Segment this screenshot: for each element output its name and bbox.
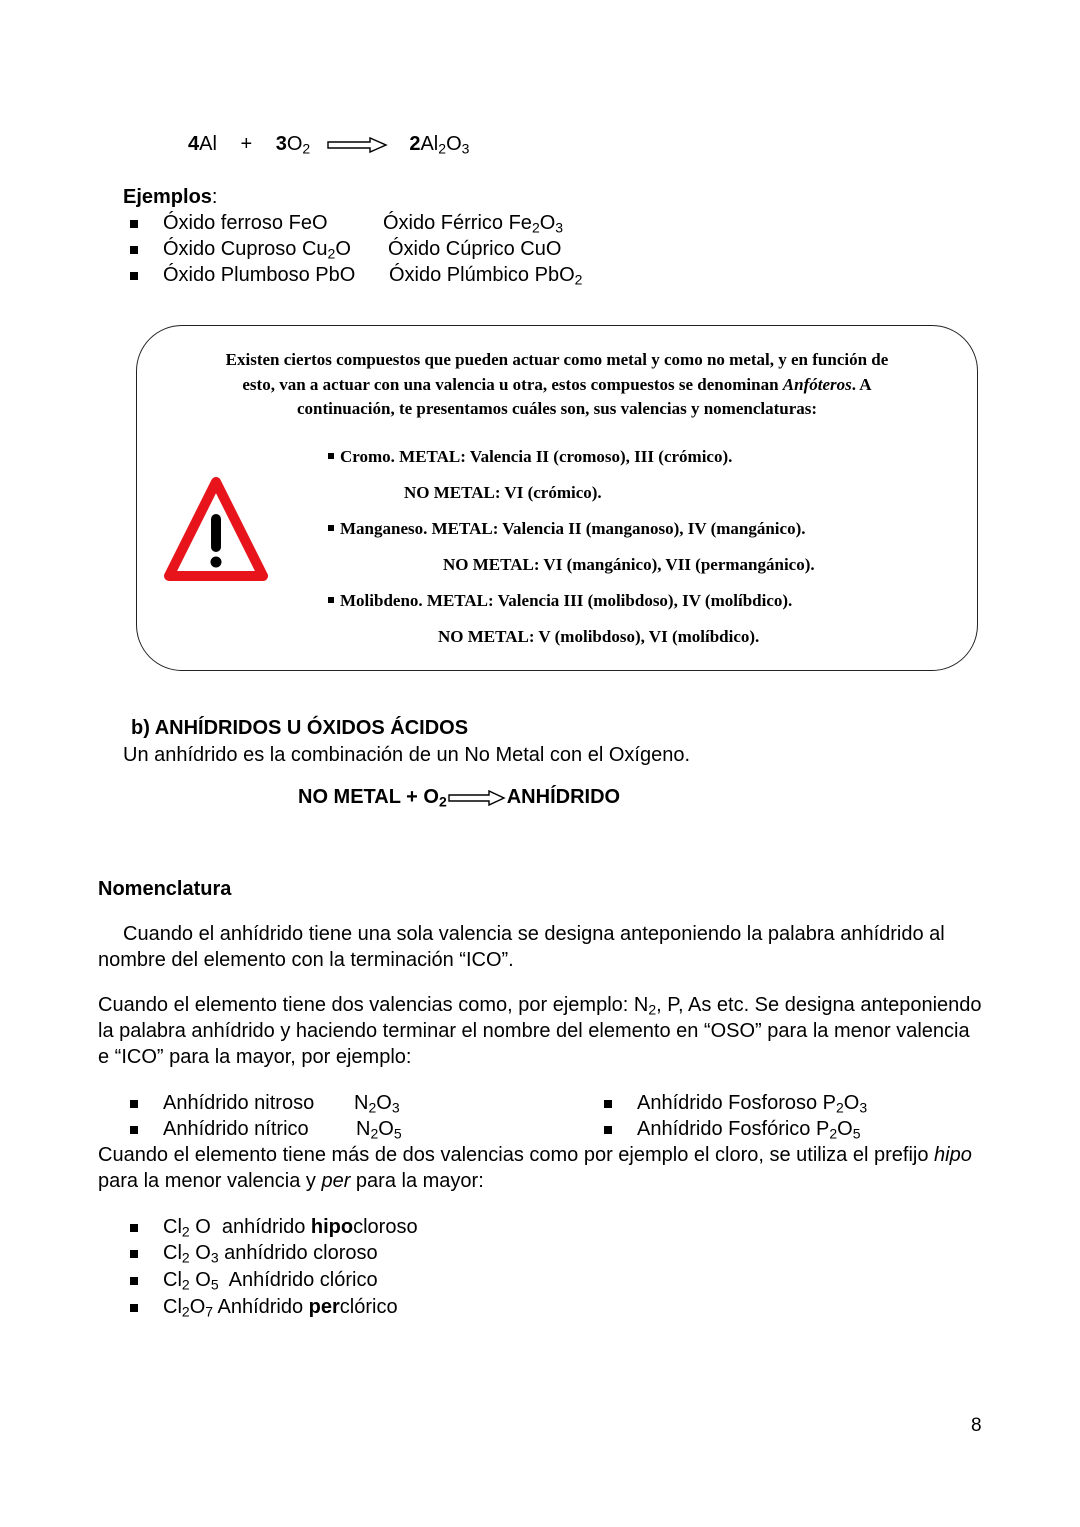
paragraph-1-line-1: Cuando el anhídrido tiene una sola valencia se designa anteponiendo la palabra anhídrido al	[123, 923, 945, 945]
text: O	[376, 1092, 392, 1114]
subscript: 3	[461, 140, 470, 157]
bullet-icon	[604, 1100, 612, 1108]
reaction-equation	[188, 133, 469, 156]
subscript: 2	[574, 271, 583, 288]
text: Anhídrido clórico	[218, 1269, 378, 1291]
text	[163, 1296, 398, 1319]
text	[637, 1118, 860, 1141]
bullet-icon	[130, 1304, 138, 1312]
subscript: 2	[368, 1099, 377, 1116]
text: Manganeso. METAL: Valencia II (manganoso), IV (mangánico).	[340, 519, 806, 538]
bullet-icon	[328, 525, 334, 531]
text: Anhídrido nitroso	[163, 1092, 315, 1114]
double-arrow-right-icon	[447, 789, 507, 807]
subscript: 3	[859, 1099, 868, 1116]
heading-text: Ejemplos	[123, 186, 212, 208]
subscript: 7	[205, 1303, 214, 1320]
text: Anhídrido Fosfórico P	[637, 1118, 830, 1140]
molibdeno-nometal: NO METAL: V (molibdoso), VI (molíbdico).	[438, 627, 760, 646]
emphasis: hipo	[934, 1144, 972, 1166]
paragraph-1-line-2: nombre del elemento con la terminación “ICO”.	[98, 949, 514, 971]
text: anhídrido	[210, 1216, 311, 1238]
text: , P, As etc. Se designa anteponiendo	[656, 994, 982, 1016]
reactant-al: Al	[199, 133, 217, 155]
formula	[354, 1092, 400, 1115]
text: cloroso	[353, 1216, 418, 1238]
colon: :	[211, 186, 218, 208]
callout-intro-line-3: continuación, te presentamos cuáles son, sus valencias y nomenclaturas:	[296, 399, 818, 418]
bullet-icon	[130, 1277, 138, 1285]
text: para la menor valencia y	[98, 1170, 322, 1192]
text: para la mayor:	[350, 1170, 484, 1192]
text: Anhídrido nítrico	[163, 1118, 309, 1140]
two-valence-example	[604, 1118, 861, 1142]
paragraph-2-line-2: la palabra anhídrido y haciendo terminar el nombre del elemento en “OSO” para la menor valencia	[98, 1020, 970, 1042]
subscript: 2	[836, 1099, 844, 1116]
text: O	[843, 1092, 860, 1114]
text	[163, 1216, 418, 1239]
paragraph-3-line-2	[98, 1170, 484, 1193]
anhidrido-definition: Un anhídrido es la combinación de un No Metal con el Oxígeno.	[123, 744, 691, 766]
text: O	[539, 212, 556, 234]
text: Cl	[163, 1216, 182, 1238]
cromo-nometal: NO METAL: VI (crómico).	[404, 483, 602, 502]
text: Óxido Plúmbico PbO	[389, 264, 575, 286]
text: O	[378, 1118, 394, 1140]
chlorine-example	[130, 1216, 418, 1240]
double-arrow-right-icon	[326, 136, 390, 154]
text: O	[335, 238, 351, 260]
bullet-icon	[130, 220, 138, 228]
manganeso-nometal: NO METAL: VI (mangánico), VII (permangánico).	[443, 555, 815, 574]
subscript: 2	[438, 140, 447, 157]
example-right	[383, 212, 563, 235]
chlorine-example	[130, 1242, 378, 1266]
example-row-1	[130, 212, 564, 236]
text: Cl	[163, 1242, 182, 1264]
text: O	[189, 1269, 211, 1291]
example-left: Óxido ferroso FeO	[163, 212, 328, 234]
bullet-icon	[130, 1250, 138, 1258]
manganeso-metal	[328, 519, 806, 539]
subscript: 5	[852, 1125, 861, 1142]
section-heading-nomenclatura: Nomenclatura	[98, 878, 232, 900]
bullet-icon	[130, 1224, 138, 1232]
text: Cl	[163, 1269, 182, 1291]
subscript: 5	[393, 1125, 402, 1142]
subscript: 2	[181, 1223, 190, 1240]
emphasis-anfoteros: Anfóteros	[782, 375, 852, 394]
subscript: 3	[555, 219, 564, 236]
bullet-icon	[130, 272, 138, 280]
text: Cromo. METAL: Valencia II (cromoso), III (crómico).	[340, 447, 733, 466]
text: Anhídrido Fosforoso P	[637, 1092, 836, 1114]
text: . A	[851, 375, 872, 394]
example-right: Óxido Cúprico CuO	[388, 238, 562, 260]
text: O	[189, 1242, 211, 1264]
text: anhídrido cloroso	[218, 1242, 378, 1264]
text: Anhídrido	[213, 1296, 309, 1318]
text: O	[189, 1216, 211, 1238]
text: Cuando el elemento tiene más de dos valencias como por ejemplo el cloro, se utiliza el prefijo	[98, 1144, 935, 1166]
chlorine-example	[130, 1269, 378, 1293]
two-valence-example	[604, 1092, 868, 1116]
text: N	[354, 1092, 369, 1114]
molibdeno-metal	[328, 591, 792, 611]
cromo-metal	[328, 447, 732, 467]
text: Óxido Férrico Fe	[383, 212, 532, 234]
bullet-icon	[130, 1126, 138, 1134]
example-left: Óxido Plumboso PbO	[163, 264, 356, 286]
section-heading-anhidridos: b) ANHÍDRIDOS U ÓXIDOS ÁCIDOS	[131, 717, 469, 739]
product-o: O	[446, 133, 462, 155]
text	[637, 1092, 867, 1115]
two-valence-example	[130, 1092, 400, 1116]
coefficient: 2	[409, 133, 421, 155]
subscript: 2	[181, 1303, 190, 1320]
two-valence-example	[130, 1118, 402, 1142]
text: esto, van a actuar con una valencia u otra, estos compuestos se denominan	[242, 375, 783, 394]
callout-intro-line-2	[136, 375, 978, 395]
paragraph-2-line-3: e “ICO” para la mayor, por ejemplo:	[98, 1046, 412, 1068]
text: NO METAL + O	[298, 786, 439, 808]
bullet-icon	[130, 1100, 138, 1108]
paragraph-3-line-1	[98, 1144, 972, 1167]
subscript: 2	[302, 140, 311, 157]
text: N	[356, 1118, 371, 1140]
callout-intro-line-1: Existen ciertos compuestos que pueden actuar como metal y como no metal, y en función de	[225, 350, 889, 369]
text: Óxido Cuproso Cu	[163, 238, 328, 260]
examples-heading	[123, 186, 217, 209]
page-number: 8	[971, 1415, 982, 1436]
subscript: 2	[648, 1001, 657, 1018]
warning-triangle-icon	[164, 476, 268, 584]
subscript: 2	[531, 219, 540, 236]
coefficient: 4	[188, 133, 200, 155]
bullet-icon	[328, 597, 334, 603]
prefix-bold: hipo	[310, 1216, 354, 1238]
example-right	[389, 264, 582, 287]
subscript: 3	[210, 1249, 219, 1266]
text: ANHÍDRIDO	[506, 786, 621, 808]
text: Cl	[163, 1296, 182, 1318]
product-al: Al	[420, 133, 439, 155]
subscript: 2	[327, 245, 336, 262]
emphasis: per	[321, 1170, 351, 1192]
text	[163, 1242, 378, 1265]
prefix-bold: per	[308, 1296, 340, 1318]
example-left	[163, 238, 351, 261]
text: O	[189, 1296, 206, 1318]
example-row-2	[130, 238, 562, 262]
bullet-icon	[328, 453, 334, 459]
subscript: 2	[181, 1276, 190, 1293]
text: Molibdeno. METAL: Valencia III (molibdoso), IV (molíbdico).	[340, 591, 793, 610]
text	[163, 1269, 378, 1292]
text: clórico	[339, 1296, 398, 1318]
subscript: 2	[370, 1125, 379, 1142]
text: Cuando el elemento tiene dos valencias como, por ejemplo: N	[98, 994, 649, 1016]
example-row-3	[130, 264, 583, 288]
bullet-icon	[604, 1126, 612, 1134]
subscript: 2	[181, 1249, 190, 1266]
coefficient: 3	[275, 133, 287, 155]
anhidrido-formula	[298, 786, 620, 809]
subscript: 2	[438, 793, 447, 810]
subscript: 5	[210, 1276, 219, 1293]
bullet-icon	[130, 246, 138, 254]
subscript: 2	[829, 1125, 838, 1142]
subscript: 3	[391, 1099, 400, 1116]
reactant-o: O	[286, 133, 303, 155]
plus-sign: +	[240, 133, 253, 155]
text: O	[837, 1118, 853, 1140]
formula	[356, 1118, 402, 1141]
paragraph-2-line-1	[98, 994, 982, 1017]
chlorine-example	[130, 1296, 398, 1320]
